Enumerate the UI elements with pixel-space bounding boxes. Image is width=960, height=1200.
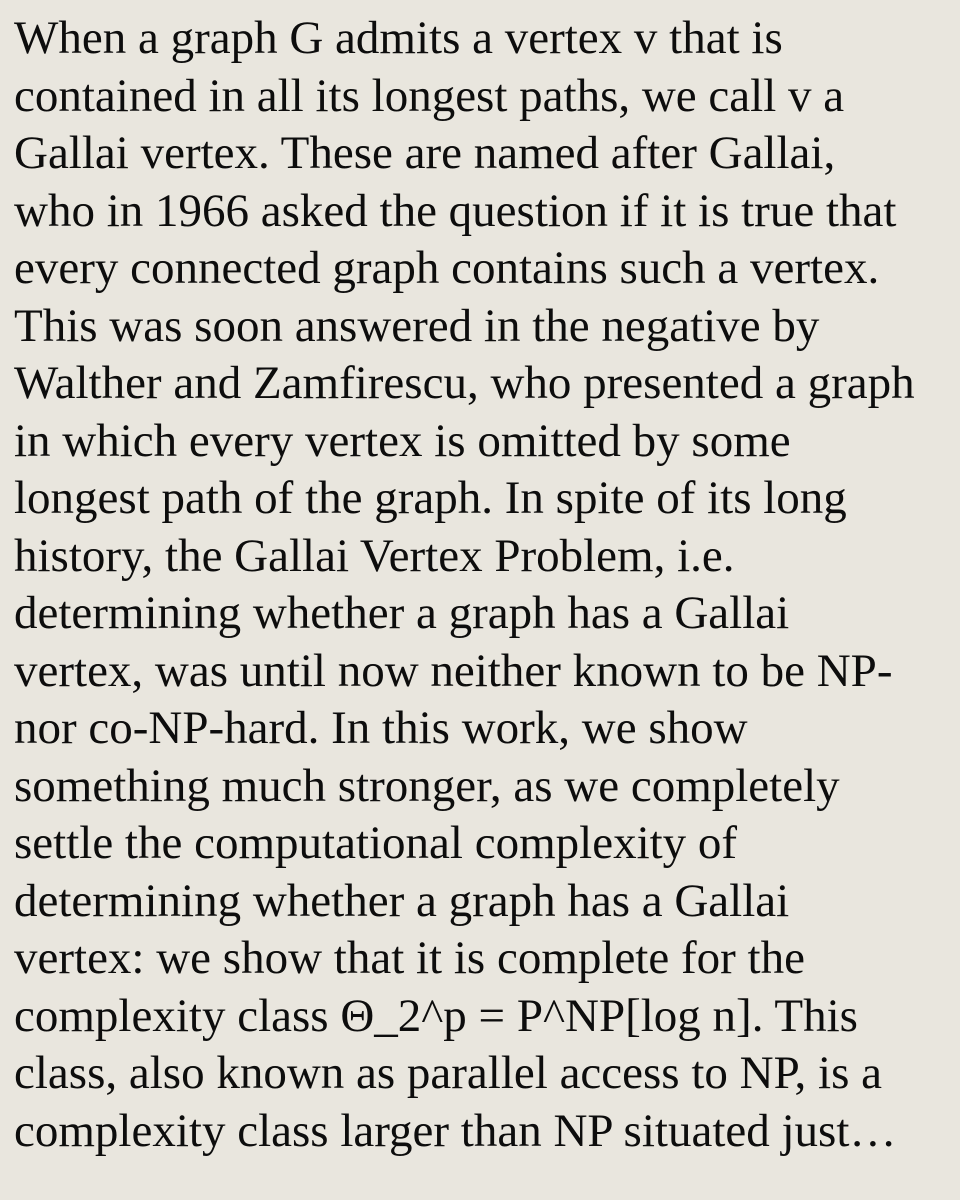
text-line: in which every vertex is omitted by some bbox=[14, 414, 791, 467]
text-line: Walther and Zamfirescu, who presented a graph bbox=[14, 357, 915, 409]
text-line: When a graph G admits a vertex v that is bbox=[14, 12, 783, 64]
text-line: longest path of the graph. In spite of its long bbox=[14, 472, 847, 524]
text-line: nor co-NP-hard. In this work, we show bbox=[14, 702, 748, 754]
text-line: vertex, was until now neither known to be NP- bbox=[14, 644, 893, 697]
text-line: contained in all its longest paths, we call v a bbox=[14, 69, 845, 122]
text-line: who in 1966 asked the question if it is true that bbox=[14, 184, 897, 237]
abstract-paragraph bbox=[14, 10, 960, 1160]
text-line: history, the Gallai Vertex Problem, i.e. bbox=[14, 529, 735, 582]
text-line: complexity class Θ_2^p = P^NP[log n]. This bbox=[14, 989, 858, 1042]
text-line: This was soon answered in the negative by bbox=[14, 299, 820, 352]
text-line: determining whether a graph has a Gallai bbox=[14, 874, 790, 927]
text-line: every connected graph contains such a vertex. bbox=[14, 242, 880, 294]
text-line: vertex: we show that it is complete for the bbox=[14, 932, 805, 984]
text-line: complexity class larger than NP situated just… bbox=[14, 1104, 897, 1157]
text-line: settle the computational complexity of bbox=[14, 817, 738, 869]
text-line: something much stronger, as we completely bbox=[14, 759, 840, 812]
text-line: class, also known as parallel access to NP, is a bbox=[14, 1047, 882, 1099]
text-line: Gallai vertex. These are named after Gallai, bbox=[14, 127, 836, 179]
text-line: determining whether a graph has a Gallai bbox=[14, 587, 790, 639]
